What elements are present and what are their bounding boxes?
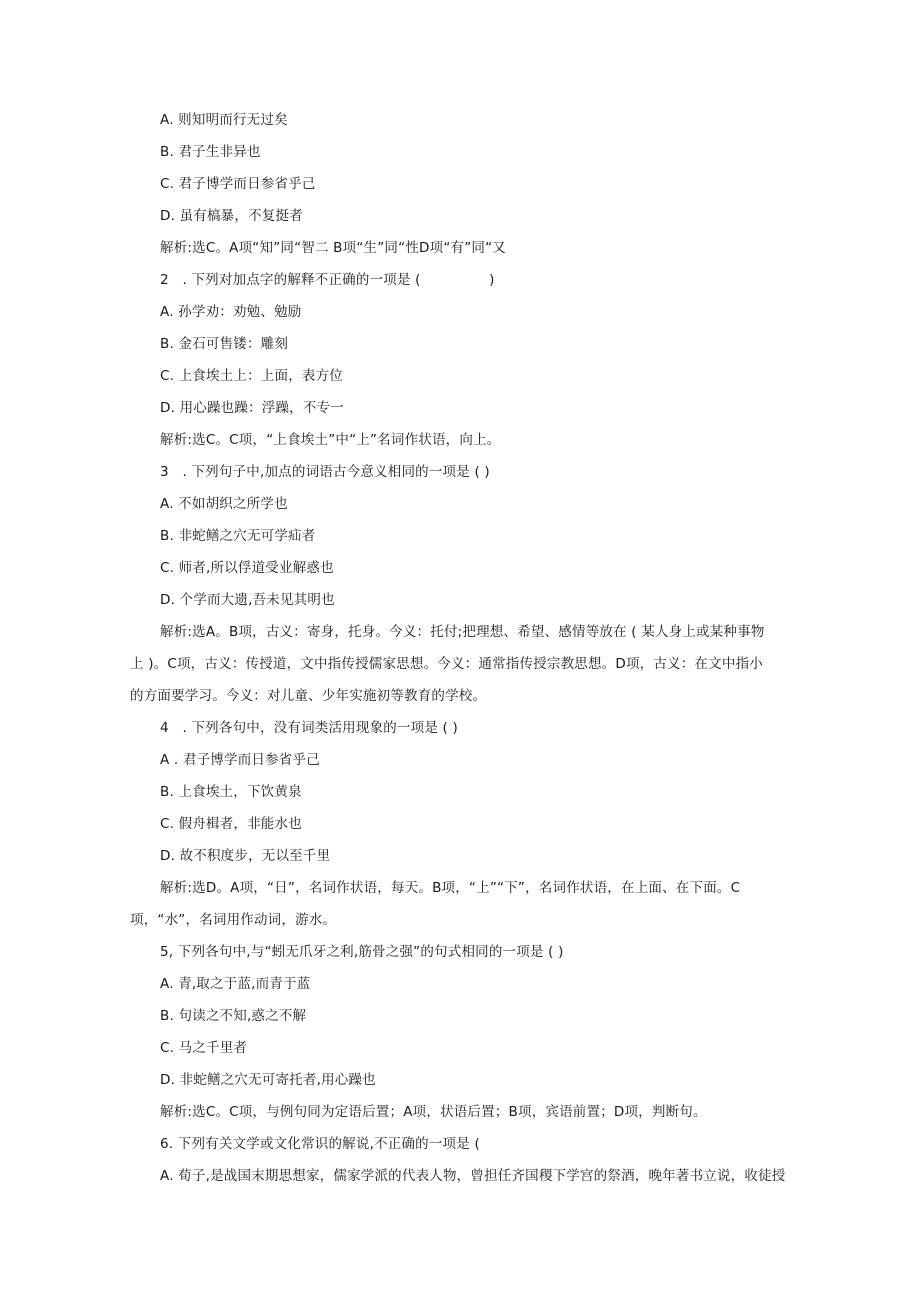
option-a-q2: A. 孙学劝：劝勉、勉励 [160,304,302,320]
analysis-q4-line1: 解析:选D。A项，“日”，名词作状语，每天。B项，“上”“下”，名词作状语，在上面、在下面。C [160,880,741,896]
analysis-q4-line2: 项，“水”，名词用作动词，游水。 [130,912,337,928]
option-b-q4: B. 上食埃土，下饮黄泉 [160,784,302,800]
option-a-q1: A. 则知明而行无过矣 [160,112,288,128]
option-b-q2: B. 金石可售镂：雕刻 [160,336,289,352]
option-d-q4: D. 故不积度步，无以至千里 [160,848,331,864]
question-6: 6. 下列有关文学或文化常识的解说,不正确的一项是 ( [160,1136,480,1152]
option-d-q2: D. 用心躁也躁：浮躁，不专一 [160,400,344,416]
option-a-q3: A. 不如胡织之所学也 [160,496,288,512]
analysis-q3-line2: 上 )。C项，古义：传授道，文中指传授儒家思想。今义：通常指传授宗教思想。D项，古义：在文中指小 [130,656,763,672]
analysis-q3-line1: 解析:选A。B项，古义：寄身，托身。今义：托付;把理想、希望、感情等放在 ( 某人身上或某种事物 [160,624,765,640]
option-b-q1: B. 君子生非异也 [160,144,261,160]
analysis-q3-line3: 的方面要学习。今义：对儿童、少年实施初等教育的学校。 [130,688,487,704]
question-3: 3 . 下列句子中,加点的词语古今意义相同的一项是 ( ) [160,464,490,480]
option-a-q4: A . 君子博学而日参省乎己 [160,752,320,768]
analysis-q2: 解析:选C。C项，“上食埃土”中“上”名词作状语，向上。 [160,432,501,448]
option-d-q1: D. 虽有槁暴，不复挺者 [160,208,303,224]
analysis-q1: 解析:选C。A项“知”同“智二 B项“生”同“性D项“有”同“又 [160,240,507,256]
option-c-q2: C. 上食埃土上：上面，表方位 [160,368,344,384]
option-c-q4: C. 假舟楫者，非能水也 [160,816,302,832]
option-d-q5: D. 非蛇鳝之穴无可寄托者,用心躁也 [160,1072,376,1088]
option-c-q3: C. 师者,所以俘道受业解惑也 [160,560,334,576]
option-c-q5: C. 马之千里者 [160,1040,248,1056]
option-c-q1: C. 君子博学而日参省乎己 [160,176,316,192]
analysis-q5: 解析:选C。C项，与例句同为定语后置；A项，状语后置；B项，宾语前置；D项，判断句。 [160,1104,707,1120]
option-a-q6: A. 荀子,是战国末期思想家，儒家学派的代表人物，曾担任齐国稷下学宫的祭酒，晚年著书立说，收徒授 [160,1168,786,1184]
option-a-q5: A. 青,取之于蓝,而青于蓝 [160,976,311,992]
question-5: 5, 下列各句中,与“蚓无爪牙之利,筋骨之强”的句式相同的一项是 ( ) [160,944,564,960]
option-b-q5: B. 句读之不知,惑之不解 [160,1008,307,1024]
question-4: 4 . 下列各句中，没有词类活用现象的一项是 ( ) [160,720,458,736]
option-b-q3: B. 非蛇鳝之穴无可学疝者 [160,528,316,544]
question-2: 2 . 下列对加点字的解释不正确的一项是 ( ) [160,272,495,288]
option-d-q3: D. 个学而大遗,吾未见其明也 [160,592,335,608]
